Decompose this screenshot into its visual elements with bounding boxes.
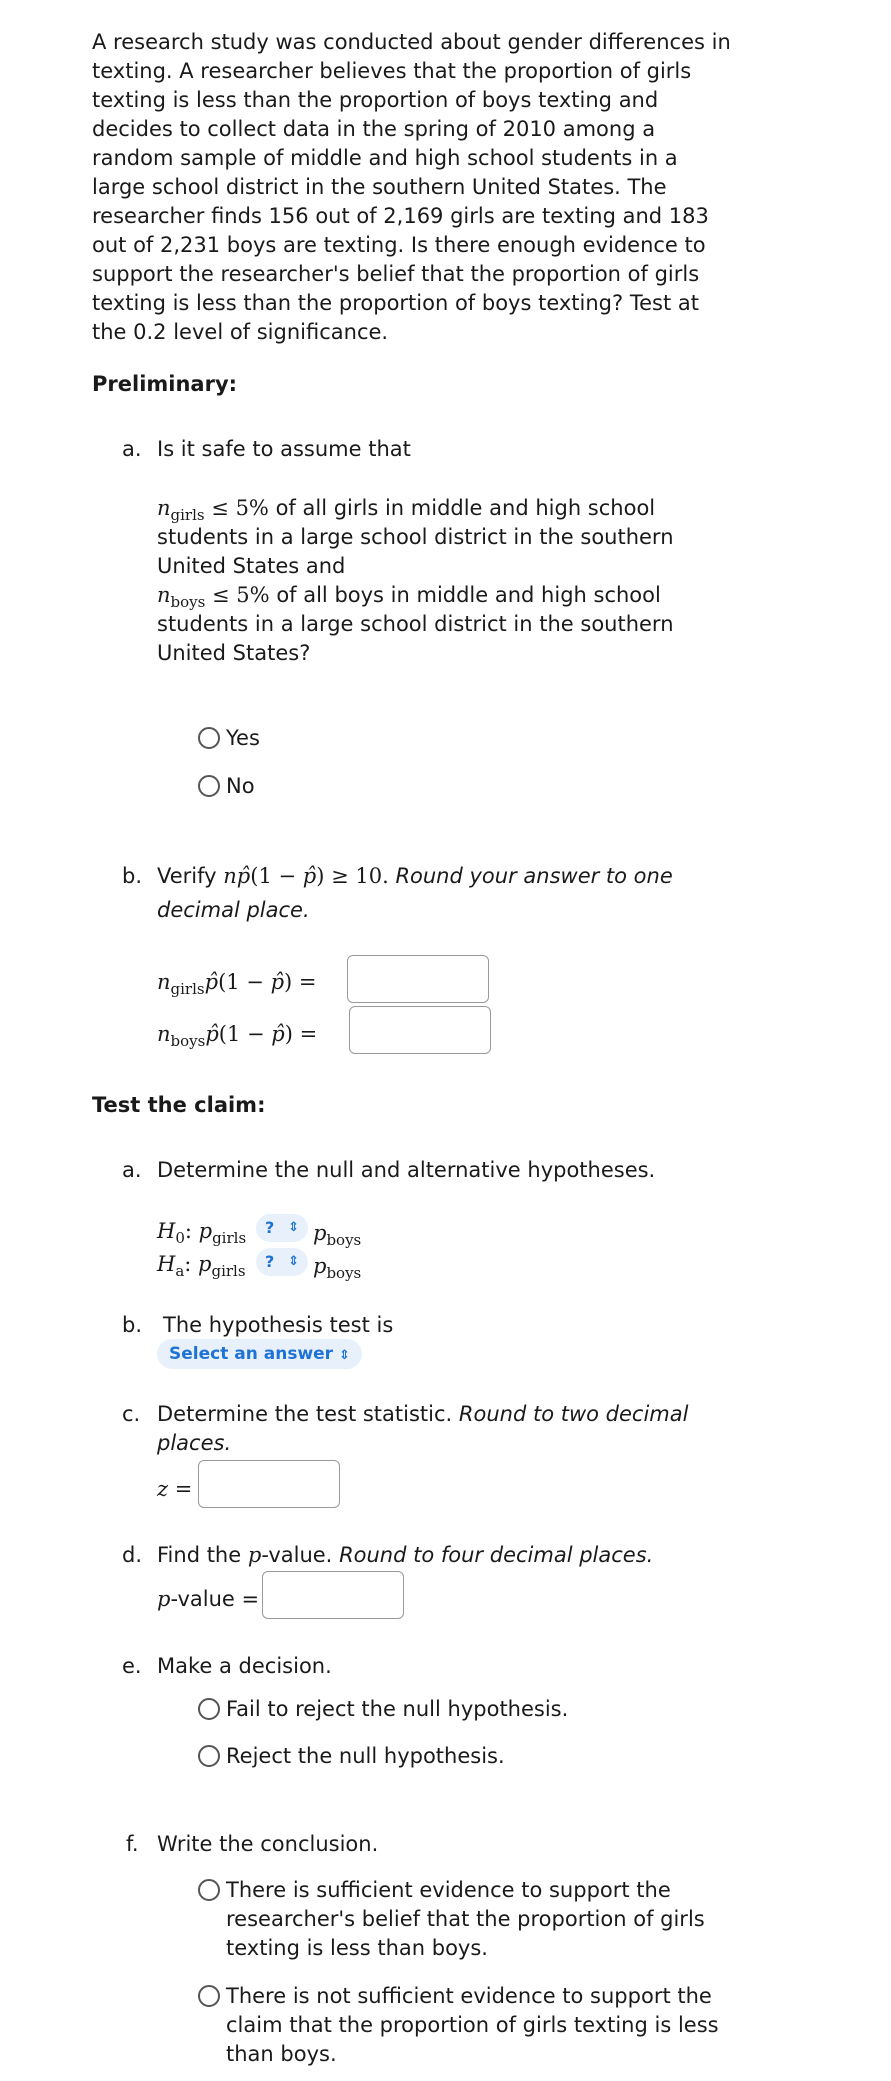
prelim-a-line1: of all girls in middle and high school [275,496,656,520]
test-d-instruction: Round to four decimal places. [339,1543,654,1567]
option-sufficient-evidence[interactable] [198,1876,738,1963]
p-symbol: p [247,1543,262,1567]
boys-npq-input[interactable] [349,1006,491,1054]
chevron-updown-icon: ⇕ [288,1220,299,1235]
option-fail-to-reject[interactable] [198,1695,568,1724]
alt-hypothesis-rhs: $p_{boys}$ [313,1254,362,1282]
prelim-a-line3: United States and [157,554,346,578]
test-e-text: Make a decision. [157,1654,332,1678]
npq-formula: np̂(1 − p̂) ≥ 10. [223,864,389,888]
option-no[interactable] [198,772,255,801]
z-label: z = [157,1477,193,1501]
test-e-label: e. [122,1654,142,1678]
test-d-text [157,1541,653,1570]
prelim-a-question: Is it safe to assume that [157,437,411,461]
test-type-select-value: Select an answer [169,1344,334,1364]
option-reject[interactable] [198,1742,505,1771]
problem-statement: A research study was conducted about gender differences in texting. A researcher believes that the proportion of girls texting is less than the proportion of boys texting and decides to collect data in the spring of 2010 among a random sample of middle and high school students in a large school district in the southern United States. The researcher finds 156 out of 2,169 girls are texting and 183 out of 2,231 boys are texting. Is there enough evidence to support the researcher's belief that the proportion of girls texting is less than the proportion of boys texting? Test at the 0.2 level of significance. [92,30,731,344]
prelim-b-verify: Verify [157,864,217,888]
test-a-label: a. [122,1158,142,1182]
null-hypothesis-select[interactable] [256,1214,308,1242]
test-c-instruction-2: places. [157,1431,232,1455]
option-reject-label: Reject the null hypothesis. [226,1744,505,1768]
null-hypothesis-rhs: $p_{boys}$ [313,1221,362,1249]
n-boys-math: $n_{boys} \le 5\%$ [157,583,270,611]
prelim-a-conditions [157,494,717,668]
null-hypothesis-lhs: $H_0$: $p_{girls}$ [157,1219,247,1247]
test-f-text: Write the conclusion. [157,1832,379,1856]
test-d-text-before: Find the [157,1543,242,1567]
test-type-select[interactable] [157,1339,362,1369]
alt-select-value: ? [265,1252,275,1271]
radio-reject[interactable] [198,1745,220,1767]
radio-yes[interactable] [198,727,220,749]
option-no-label: No [226,774,255,798]
pvalue-label [157,1585,259,1614]
radio-sufficient-evidence[interactable] [198,1879,220,1901]
test-c-text [157,1400,688,1429]
z-input[interactable] [198,1460,340,1508]
test-b-text: The hypothesis test is [163,1313,394,1337]
null-select-value: ? [265,1218,275,1237]
boys-npq-formula: $n_{boys}p̂(1$ − p̂) = [157,1022,318,1050]
prelim-a-line2: students in a large school district in the southern [157,525,674,549]
test-c-question: Determine the test statistic. [157,1402,453,1426]
pvalue-label-text: -value = [170,1587,260,1611]
chevron-updown-icon: ⇕ [338,1348,350,1363]
test-c-label: c. [122,1402,141,1426]
pvalue-input[interactable] [262,1571,404,1619]
radio-fail-to-reject[interactable] [198,1698,220,1720]
prelim-b-instruction-2: decimal place. [157,898,310,922]
preliminary-heading: Preliminary: [92,372,238,396]
option-yes-label: Yes [226,726,260,750]
option-yes[interactable] [198,724,260,753]
option-fail-to-reject-label: Fail to reject the null hypothesis. [226,1697,569,1721]
chevron-updown-icon: ⇕ [288,1254,299,1269]
option-not-sufficient-evidence-label: There is not sufficient evidence to support the claim that the proportion of girls texting is less than boys. [226,1984,719,2066]
test-d-text-after: -value. [261,1543,333,1567]
girls-npq-input[interactable] [347,955,489,1003]
prelim-b-instruction-1: Round your answer to one [395,864,673,888]
prelim-a-label: a. [122,437,142,461]
alt-hypothesis-select[interactable] [256,1248,308,1276]
radio-not-sufficient-evidence[interactable] [198,1985,220,2007]
test-f-label: f. [126,1832,139,1856]
prelim-a-line4: of all boys in middle and high school [276,583,661,607]
option-sufficient-evidence-label: There is sufficient evidence to support the researcher's belief that the proportion of girls texting is less than boys. [226,1878,705,1960]
test-d-label: d. [122,1543,143,1567]
radio-no[interactable] [198,775,220,797]
p-symbol-2: p [157,1587,171,1611]
test-c-instruction-1: Round to two decimal [458,1402,689,1426]
alt-hypothesis-lhs: $H_a$: $p_{girls}$ [157,1252,246,1280]
test-b-label: b. [122,1313,143,1337]
test-claim-heading: Test the claim: [92,1093,266,1117]
n-girls-math: $n_{girls} \le 5\%$ [157,496,269,524]
prelim-b-label: b. [122,864,143,888]
option-not-sufficient-evidence[interactable] [198,1982,738,2069]
prelim-a-line6: United States? [157,641,311,665]
test-a-text: Determine the null and alternative hypotheses. [157,1158,656,1182]
girls-npq-formula: $n_{girls}p̂(1$ − p̂) = [157,970,317,998]
prelim-a-line5: students in a large school district in the southern [157,612,674,636]
prelim-b-text [157,862,737,891]
